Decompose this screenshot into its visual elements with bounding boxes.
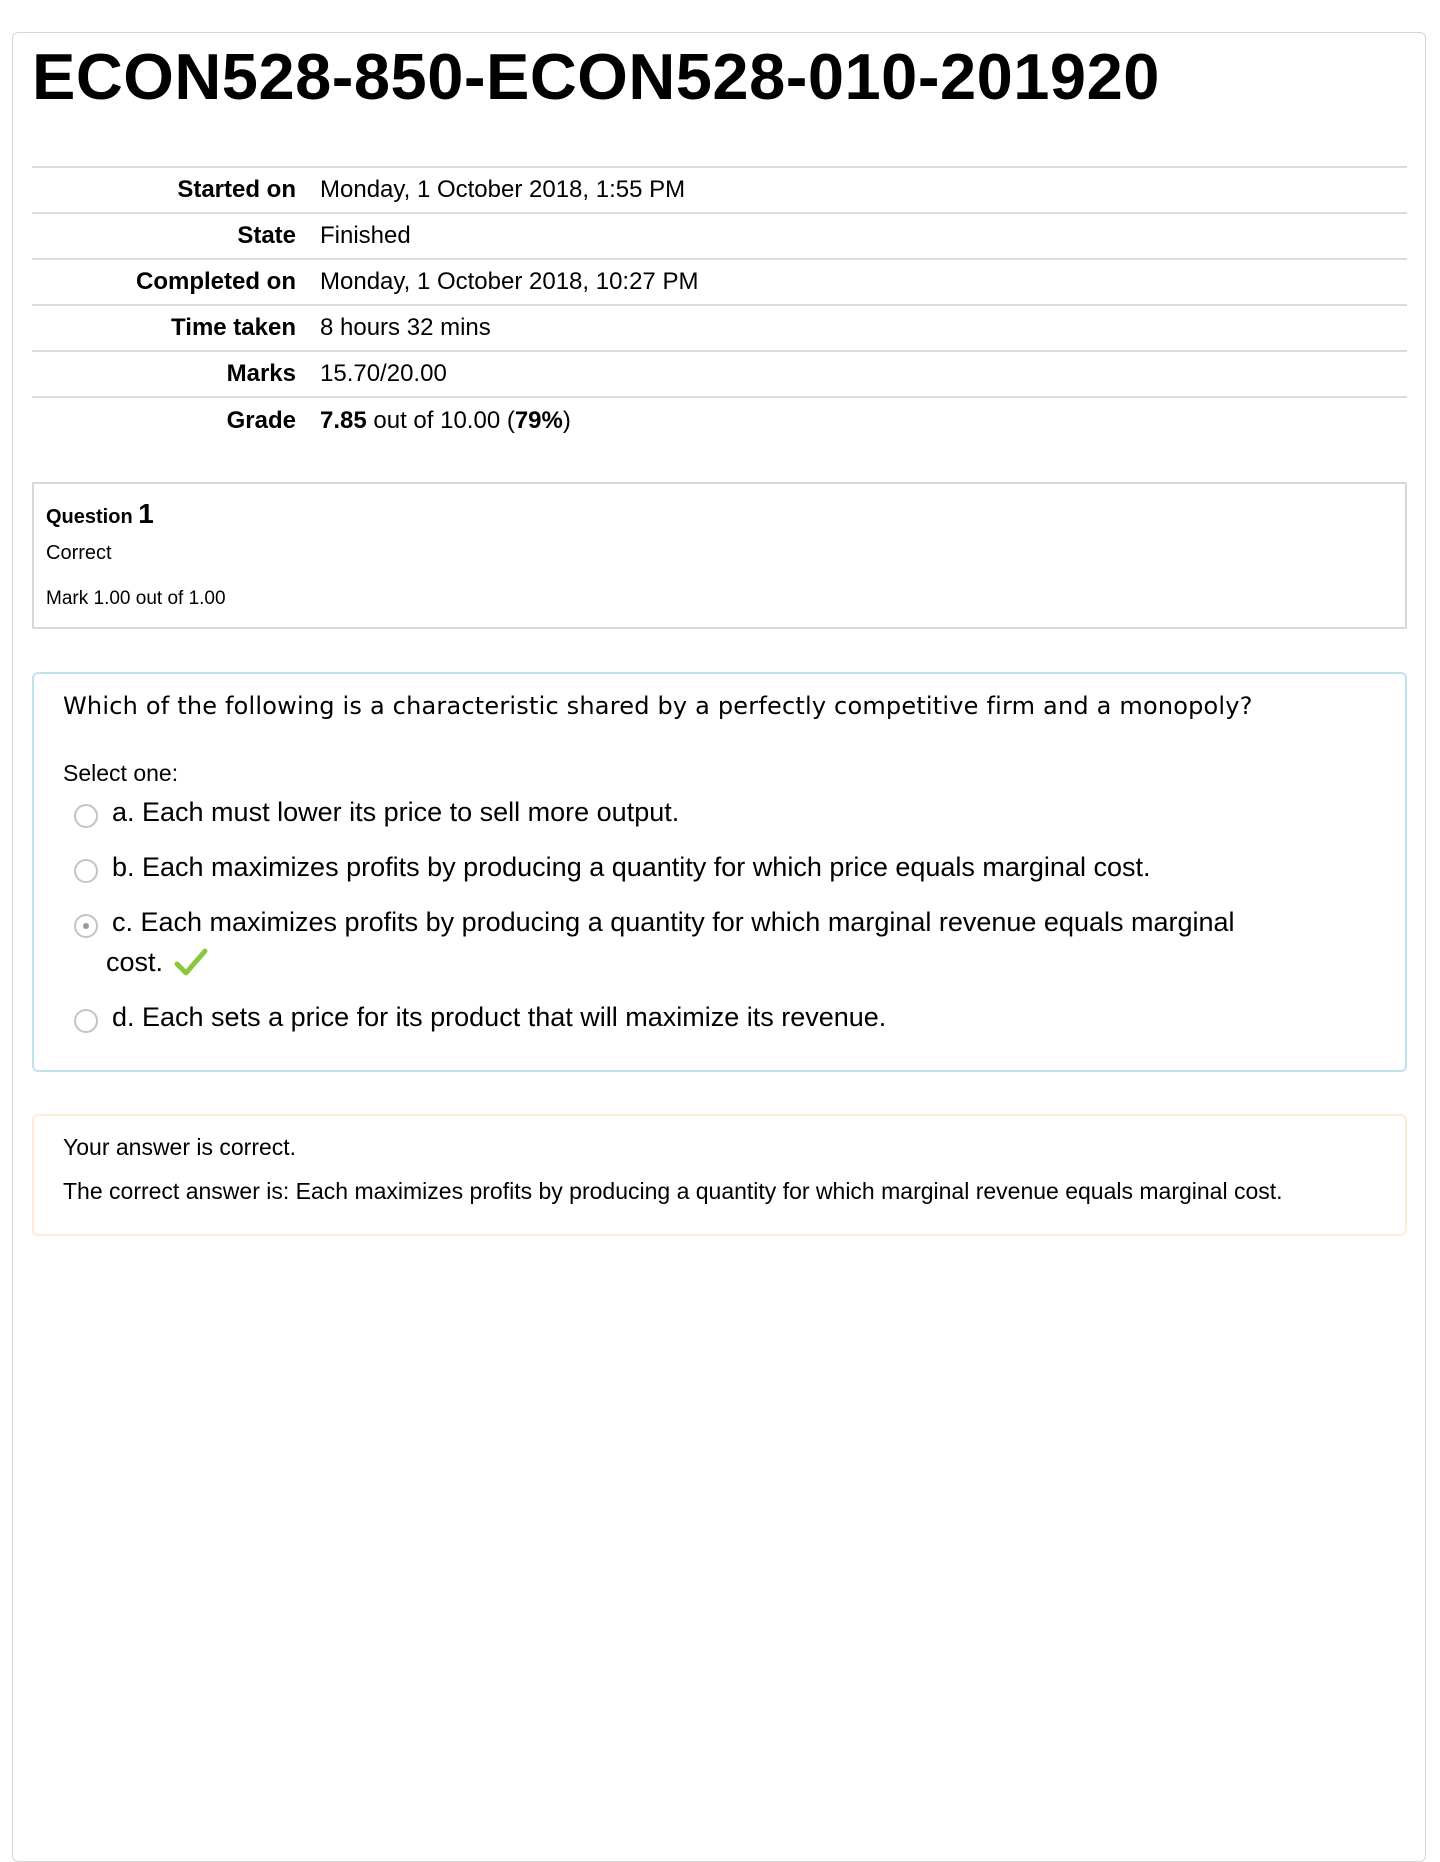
summary-value: Monday, 1 October 2018, 1:55 PM [320, 167, 1407, 213]
answer-option-a[interactable] [74, 792, 1374, 832]
radio-button[interactable] [74, 859, 98, 883]
summary-value: Monday, 1 October 2018, 10:27 PM [320, 259, 1407, 305]
answer-option-c[interactable] [74, 902, 1342, 982]
question-state: Correct [46, 542, 112, 564]
summary-label: State [32, 213, 320, 259]
summary-row-started [32, 167, 1407, 213]
radio-button-selected[interactable] [74, 914, 98, 938]
grade-out-of: out of 10.00 ( [366, 407, 515, 434]
question-info-box [32, 482, 1407, 629]
question-label: Question [46, 506, 133, 528]
answer-options [74, 792, 1374, 1052]
question-text: Which of the following is a characteristic shared by a perfectly competitive firm and a monopoly? [63, 692, 1253, 720]
attempt-summary-table [32, 166, 1407, 444]
option-label-line2-wrap [106, 942, 1342, 982]
summary-label: Started on [32, 167, 320, 213]
option-label: d. Each sets a price for its product that will maximize its revenue. [112, 1002, 887, 1032]
summary-label: Grade [32, 397, 320, 444]
feedback-result: Your answer is correct. [63, 1134, 297, 1160]
page-title: ECON528-850-ECON528-010-201920 [32, 40, 1160, 113]
option-label-line2: cost. [106, 947, 164, 977]
grade-score: 7.85 [320, 407, 367, 434]
answer-option-d[interactable] [74, 997, 1374, 1037]
summary-value: 15.70/20.00 [320, 351, 1407, 397]
radio-button[interactable] [74, 1009, 98, 1033]
question-formulation [32, 672, 1407, 1072]
summary-value: 8 hours 32 mins [320, 305, 1407, 351]
grade-close: ) [562, 407, 571, 434]
summary-row-grade [32, 397, 1407, 444]
check-icon [173, 945, 209, 981]
summary-row-marks [32, 351, 1407, 397]
radio-button[interactable] [74, 804, 98, 828]
answer-option-b[interactable] [74, 847, 1374, 887]
answer-prompt: Select one: [63, 760, 179, 786]
summary-value: Finished [320, 213, 1407, 259]
grade-percent: 79% [514, 407, 563, 434]
question-mark: Mark 1.00 out of 1.00 [46, 588, 226, 609]
option-label-line1: c. Each maximizes profits by producing a quantity for which marginal revenue equals marginal [112, 907, 1235, 937]
summary-row-completed [32, 259, 1407, 305]
grade-value [320, 397, 1407, 444]
summary-label: Completed on [32, 259, 320, 305]
feedback-correct-answer: The correct answer is: Each maximizes profits by producing a quantity for which marginal revenue equals marginal cost. [63, 1178, 1283, 1204]
option-label: a. Each must lower its price to sell more output. [112, 797, 680, 827]
summary-row-state [32, 213, 1407, 259]
option-label: b. Each maximizes profits by producing a quantity for which price equals marginal cost. [112, 852, 1151, 882]
summary-label: Time taken [32, 305, 320, 351]
feedback-box [32, 1114, 1407, 1236]
option-label [106, 902, 1342, 982]
question-number-value: 1 [138, 498, 154, 529]
summary-label: Marks [32, 351, 320, 397]
summary-row-time-taken [32, 305, 1407, 351]
question-number [46, 498, 154, 530]
